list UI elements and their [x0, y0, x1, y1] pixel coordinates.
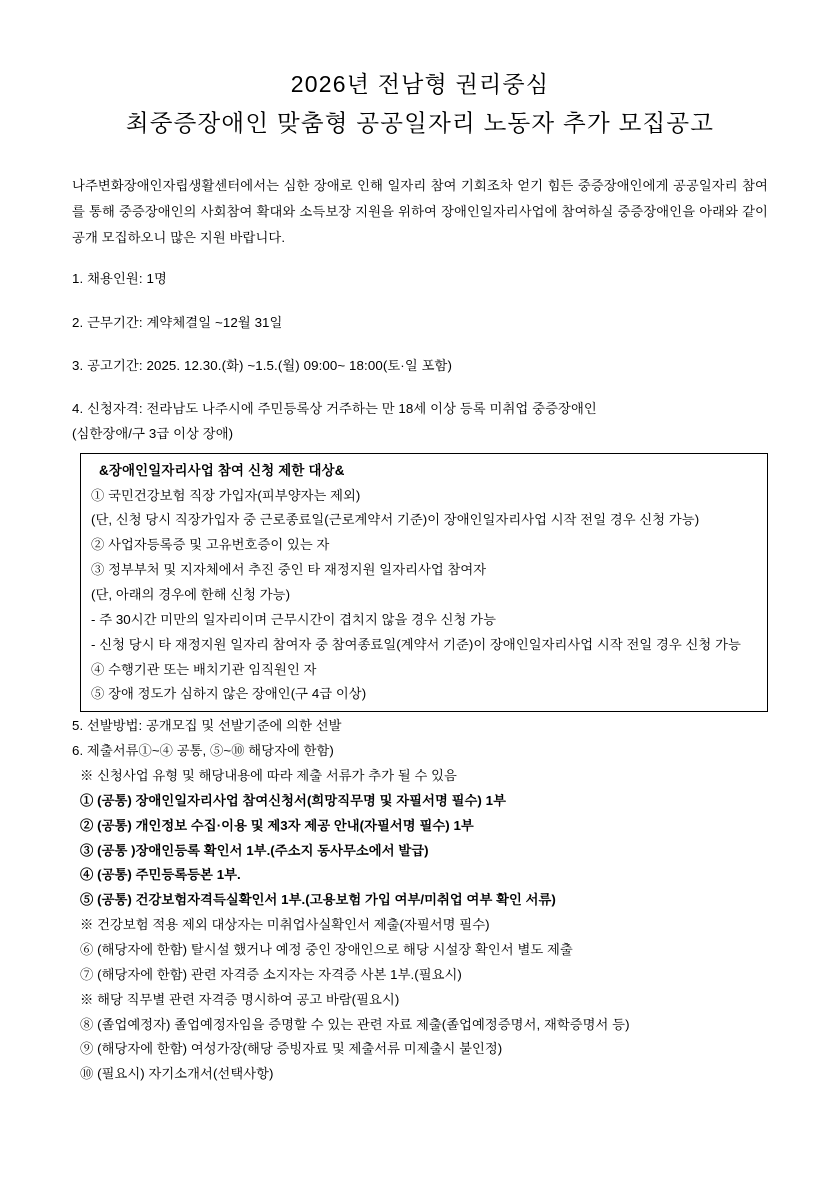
restriction-line: (단, 아래의 경우에 한해 신청 가능): [91, 586, 291, 602]
restriction-line: ③ 정부부처 및 지자체에서 추진 중인 타 재정지원 일자리사업 참여자: [91, 562, 487, 578]
list-line: ⑤ (공통) 건강보험자격득실확인서 1부.(고용보험 가입 여부/미취업 여부 확인 서류): [80, 892, 556, 908]
restriction-line: - 신청 당시 타 재정지원 일자리 참여자 중 참여종료일(계약서 기준)이 장애인일자리사업 시작 전일 경우 신청 가능: [91, 636, 741, 652]
item-notice-period: 3. 공고기간: 2025. 12.30.(화) ~1.5.(월) 09:00~ 18:00(토·일 포함): [72, 357, 452, 373]
list-line: ⑨ (해당자에 한함) 여성가장(해당 증빙자료 및 제출서류 미제출시 불인정): [80, 1041, 503, 1057]
title-line-1: 2026년 전남형 권리중심: [290, 71, 550, 97]
list-line: ※ 신청사업 유형 및 해당내용에 따라 제출 서류가 추가 될 수 있음: [80, 767, 457, 783]
list-line: ① (공통) 장애인일자리사업 참여신청서(희망직무명 및 자필서명 필수) 1부: [80, 792, 506, 808]
restriction-box-title: &장애인일자리사업 참여 신청 제한 대상&: [99, 462, 345, 478]
restriction-line: ① 국민건강보험 직장 가입자(피부양자는 제외): [91, 487, 361, 503]
list-line: ② (공통) 개인정보 수집·이용 및 제3자 제공 안내(자필서명 필수) 1부: [80, 817, 474, 833]
intro-paragraph: 나주변화장애인자립생활센터에서는 심한 장애로 인해 일자리 참여 기회조차 얻기 힘든 중증장애인에게 공공일자리 참여를 통해 중증장애인의 사회참여 확대와 소득보장 지원을 위하여 장애인일자리사업에 참여하실 중증장애인을 아래와 같이 공개 모집하오니 많은 지원 바랍니다.: [72, 177, 768, 245]
list-line: 6. 제출서류①~④ 공통, ⑤~⑩ 해당자에 한함): [72, 743, 334, 759]
title-line-2: 최중증장애인 맞춤형 공공일자리 노동자 추가 모집공고: [125, 109, 715, 136]
list-line: ③ (공통 )장애인등록 확인서 1부.(주소지 동사무소에서 발급): [80, 842, 429, 858]
eligibility-line-2: (심한장애/구 3급 이상 장애): [72, 426, 234, 442]
restriction-line: ④ 수행기관 또는 배치기관 임직원인 자: [91, 661, 317, 677]
list-line: 5. 선발방법: 공개모집 및 선발기준에 의한 선발: [72, 718, 342, 734]
eligibility-line-1: 4. 신청자격: 전라남도 나주시에 주민등록상 거주하는 만 18세 이상 등록 미취업 중증장애인: [72, 401, 597, 417]
restriction-line: - 주 30시간 미만의 일자리이며 근무시간이 겹치지 않을 경우 신청 가능: [91, 611, 496, 627]
submission-list: [72, 714, 768, 1087]
list-line: ⑦ (해당자에 한함) 관련 자격증 소지자는 자격증 사본 1부.(필요시): [80, 966, 462, 982]
list-line: ※ 건강보험 적용 제외 대상자는 미취업사실확인서 제출(자필서명 필수): [80, 917, 490, 933]
restriction-line: ② 사업자등록증 및 고유번호증이 있는 자: [91, 537, 330, 553]
restriction-line: (단, 신청 당시 직장가입자 중 근로종료일(근로계약서 기준)이 장애인일자리사업 시작 전일 경우 신청 가능): [91, 512, 700, 528]
list-line: ④ (공통) 주민등록등본 1부.: [80, 867, 241, 883]
item-eligibility: [72, 396, 768, 447]
item-work-period: 2. 근무기간: 계약체결일 ~12월 31일: [72, 314, 283, 330]
list-line: ⑥ (해당자에 한함) 탈시설 했거나 예정 중인 장애인으로 해당 시설장 확인서 별도 제출: [80, 941, 573, 957]
list-line: ⑧ (졸업예정자) 졸업예정자임을 증명할 수 있는 관련 자료 제출(졸업예정증명서, 재학증명서 등): [80, 1016, 630, 1032]
list-line: ※ 해당 직무별 관련 자격증 명시하여 공고 바람(필요시): [80, 991, 400, 1007]
restriction-box: [80, 453, 768, 713]
document-title: [72, 66, 768, 143]
list-line: ⑩ (필요시) 자기소개서(선택사항): [80, 1066, 274, 1082]
item-headcount: 1. 채용인원: 1명: [72, 271, 167, 287]
restriction-line: ⑤ 장애 정도가 심하지 않은 장애인(구 4급 이상): [91, 686, 367, 702]
